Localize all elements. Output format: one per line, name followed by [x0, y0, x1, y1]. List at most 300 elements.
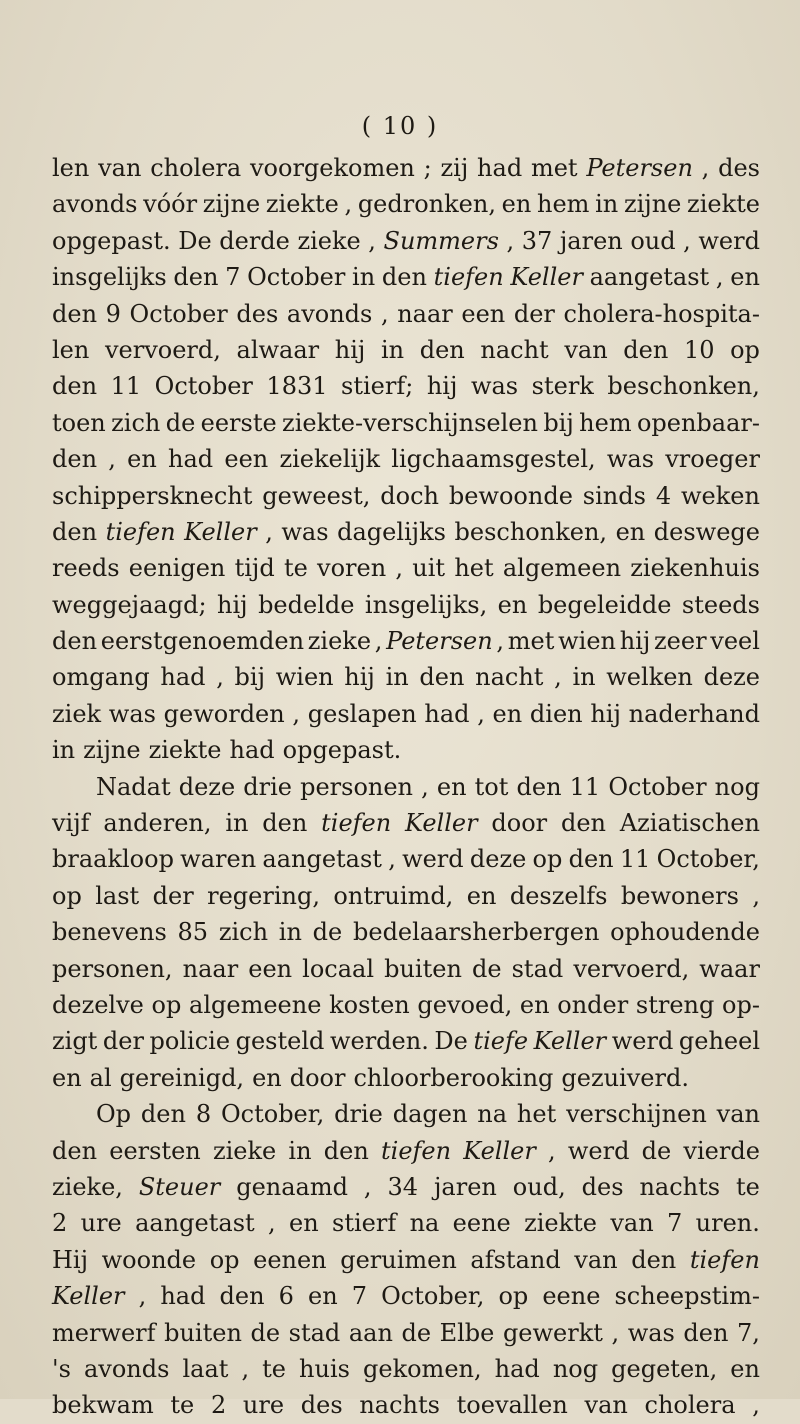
word: toen [52, 408, 106, 437]
word: avonds [286, 299, 373, 328]
word: deze [469, 845, 527, 874]
word: insgelijks, [364, 590, 488, 619]
word: ziekte-verschijnselen [282, 408, 538, 437]
word: weggejaagd; [52, 590, 207, 619]
word: de [165, 408, 196, 437]
word: in [288, 1136, 312, 1165]
text-line [52, 805, 760, 841]
word: , [611, 1318, 620, 1347]
word: len [52, 335, 90, 364]
word: zijne [83, 736, 141, 765]
word: October, [656, 845, 760, 874]
word: eersten [109, 1136, 201, 1165]
word: den [173, 263, 219, 292]
word: 9 [105, 299, 121, 328]
text-line [52, 623, 760, 659]
word: den [219, 1282, 265, 1311]
word: den [419, 335, 465, 364]
word: locaal [302, 954, 375, 983]
word: , [241, 1354, 250, 1383]
word: en [730, 263, 760, 292]
word: door [491, 809, 548, 838]
word: in [572, 663, 596, 692]
word: geweest, [262, 481, 371, 510]
word: den [52, 372, 98, 401]
italic-word: Keller [463, 1136, 536, 1165]
word: het [454, 554, 494, 583]
word: waren [180, 845, 257, 874]
word: schippersknecht [52, 481, 253, 510]
word: de [641, 1136, 672, 1165]
word: insgelijks [52, 263, 167, 292]
word: den [323, 1136, 369, 1165]
word: gegeten, [611, 1354, 718, 1383]
word: een [248, 954, 293, 983]
word: 7, [737, 1318, 760, 1347]
italic-word: tiefen [105, 517, 176, 546]
word: gevoed, [417, 990, 513, 1019]
word: op [730, 335, 760, 364]
word: bekwam [52, 1391, 154, 1420]
word: geworden [163, 699, 285, 728]
word: op [498, 1282, 529, 1311]
word: weken [680, 481, 760, 510]
word: 11 [110, 372, 142, 401]
word: beschonken, [454, 517, 608, 546]
word: een [461, 299, 506, 328]
word: October [129, 299, 228, 328]
word: hij [344, 663, 375, 692]
word: omgang [52, 663, 150, 692]
word: op [52, 881, 82, 910]
word: 37 [521, 226, 553, 255]
word: Op [96, 1100, 132, 1129]
word: woonde [101, 1245, 197, 1274]
word: October, [220, 1100, 325, 1129]
word: deszelfs [509, 881, 608, 910]
word: nachts [359, 1391, 440, 1420]
word: drie [243, 772, 292, 801]
italic-word: tiefen [689, 1245, 760, 1274]
word: op [209, 1245, 240, 1274]
word: tijd [234, 554, 275, 583]
word: , [363, 1172, 372, 1201]
word: opgepast. [52, 226, 171, 255]
word: den [560, 809, 606, 838]
word: ziekelijk [279, 445, 381, 474]
word: en [730, 1354, 760, 1383]
word: cholera [644, 1391, 736, 1420]
word: , [265, 517, 273, 546]
word: dezelve [52, 990, 144, 1019]
word: streng [635, 990, 715, 1019]
text-line [52, 951, 760, 987]
word: , [548, 1136, 556, 1165]
word: eene [452, 1209, 511, 1238]
word: naar [397, 299, 453, 328]
word: en [615, 517, 646, 546]
word: deswege [653, 517, 760, 546]
word: ziek [52, 699, 102, 728]
word: 11 [569, 772, 601, 801]
word: begeleidde [537, 590, 672, 619]
word: en [52, 1063, 82, 1092]
word: eenigen [128, 554, 226, 583]
word: October, [381, 1282, 485, 1311]
word: in [595, 190, 619, 219]
italic-word: Petersen [386, 627, 493, 656]
word: , [374, 627, 383, 656]
word: anderen, [103, 809, 212, 838]
word: derde [219, 226, 290, 255]
word: 2 [210, 1391, 227, 1420]
word: den [262, 809, 308, 838]
word: laat [182, 1354, 229, 1383]
word: October [154, 372, 253, 401]
word: den [381, 263, 427, 292]
italic-word: tiefen [433, 263, 504, 292]
word: hij [619, 627, 651, 656]
text-line [52, 732, 760, 768]
word: en [308, 1282, 338, 1311]
word: in [52, 736, 76, 765]
word: den [52, 445, 98, 474]
word: tot [474, 772, 509, 801]
word: en [466, 881, 497, 910]
word: eerste [200, 408, 277, 437]
page-number: ( 10 ) [361, 112, 439, 140]
word: wien [558, 627, 616, 656]
word: en [127, 445, 157, 474]
word: gedronken, [357, 190, 496, 219]
word: had [424, 699, 470, 728]
word: geslapen [307, 699, 417, 728]
word: len [52, 154, 90, 182]
word: werd [611, 1027, 674, 1056]
word: eenen [253, 1245, 327, 1274]
word: den [52, 517, 98, 546]
word: en [252, 1063, 282, 1092]
word: hij [426, 372, 458, 401]
word: 7 [351, 1282, 368, 1311]
word: gezuiverd. [561, 1063, 689, 1092]
word: chloorberooking [353, 1063, 554, 1092]
word: ziekte [148, 736, 222, 765]
word: te [736, 1172, 760, 1201]
word: verschijnen [566, 1100, 707, 1129]
word: had [229, 736, 275, 765]
word: werden. [329, 1027, 429, 1056]
word: 85 [177, 918, 209, 947]
word: cholera [150, 154, 242, 182]
word: had [168, 445, 214, 474]
italic-word: tiefen [381, 1136, 452, 1165]
word: , [216, 663, 224, 692]
word: personen, [52, 954, 173, 983]
word: vervoerd, [573, 954, 690, 983]
word: hem [537, 190, 590, 219]
text-line [52, 1205, 760, 1241]
word: buiten [384, 954, 462, 983]
italic-word: Keller [533, 1027, 607, 1056]
word: bij [543, 408, 574, 437]
text-line [52, 550, 760, 586]
word: De [434, 1027, 468, 1056]
word: de [471, 954, 502, 983]
word: ophoudende [610, 918, 760, 947]
word: , [108, 445, 116, 474]
text-line [52, 1351, 760, 1387]
text-line [52, 1096, 760, 1132]
word: zieke [212, 1136, 277, 1165]
text-line [52, 1278, 760, 1314]
word: genaamd [236, 1172, 348, 1201]
word: en [492, 699, 523, 728]
word: uit [412, 554, 446, 583]
word: , [388, 845, 396, 874]
word: was [470, 372, 519, 401]
word: jaren [433, 1172, 497, 1201]
word: den [516, 772, 562, 801]
word: de [401, 1318, 432, 1347]
word: stad [288, 1318, 341, 1347]
text-line [52, 514, 760, 550]
word: nachts [639, 1172, 721, 1201]
word: een [224, 445, 269, 474]
word: geruimen [340, 1245, 457, 1274]
word: vroeger [665, 445, 760, 474]
word: en [497, 590, 528, 619]
word: vervoerd, [104, 335, 221, 364]
word: en [501, 190, 532, 219]
word: ligchaamsgestel, [391, 445, 596, 474]
text-line [52, 878, 760, 914]
word: ure [80, 1209, 122, 1238]
text-line [52, 150, 760, 186]
word: en [519, 990, 550, 1019]
text-line [52, 332, 760, 368]
word: naar [182, 954, 239, 983]
word: Elbe [439, 1318, 495, 1347]
word: last [95, 881, 140, 910]
word: welken [606, 663, 693, 692]
word: de [250, 1318, 281, 1347]
word: had [160, 663, 206, 692]
word: den [568, 845, 614, 874]
word: October [247, 263, 346, 292]
word: opgepast. [282, 736, 402, 765]
word: aangetast [135, 1209, 255, 1238]
word: reeds [52, 554, 120, 583]
word: vóór [143, 190, 198, 219]
word: wien [275, 663, 334, 692]
word: 2 [52, 1209, 68, 1238]
word: , [268, 1209, 276, 1238]
word: 11 [619, 845, 651, 874]
word: al [89, 1063, 112, 1092]
word: van [98, 154, 142, 182]
word: merwerf [52, 1318, 156, 1347]
word: den [52, 1136, 98, 1165]
word: geheel [678, 1027, 760, 1056]
word: eene [542, 1282, 601, 1311]
word: van [564, 335, 608, 364]
word: , [292, 699, 301, 728]
word: deze [178, 772, 236, 801]
word: Hij [52, 1245, 89, 1274]
word: dagen [392, 1100, 468, 1129]
word: hij [217, 590, 248, 619]
word: en [436, 772, 467, 801]
word: regering, [207, 881, 320, 910]
word: veel [710, 627, 760, 656]
word: der [102, 1027, 144, 1056]
word: 7 [667, 1209, 683, 1238]
word: ziekte [265, 190, 339, 219]
word: alwaar [236, 335, 320, 364]
word: den [419, 663, 465, 692]
word: algemeen [502, 554, 622, 583]
word: zijne [623, 190, 682, 219]
word: te [262, 1354, 286, 1383]
word: zich [218, 918, 269, 947]
word: te [170, 1391, 195, 1420]
word: zieke [297, 226, 361, 255]
word: 's [52, 1354, 71, 1383]
word: dagelijks [337, 517, 446, 546]
text-line [52, 769, 760, 805]
word: der [513, 299, 555, 328]
italic-word: tiefe [473, 1027, 529, 1056]
word: nacht [475, 663, 544, 692]
word: zeer [654, 627, 707, 656]
text-line [52, 696, 760, 732]
text-line [52, 587, 760, 623]
word: , [701, 154, 710, 182]
word: beschonken, [607, 372, 760, 401]
word: zijne [202, 190, 261, 219]
italic-word: Summers [383, 226, 499, 255]
italic-word: Keller [52, 1282, 125, 1311]
word: doch [380, 481, 439, 510]
word: cholera-hospita- [563, 299, 760, 328]
word: des [300, 1391, 343, 1420]
text-line [52, 1315, 760, 1351]
word: , [395, 554, 404, 583]
word: 34 [387, 1172, 419, 1201]
word: , [344, 190, 353, 219]
word: des [581, 1172, 624, 1201]
word: 6 [278, 1282, 294, 1311]
word: vierde [683, 1136, 760, 1165]
word: nacht [480, 335, 549, 364]
word: hij [334, 335, 366, 364]
word: kosten [329, 990, 410, 1019]
word: eerstgenoemden [100, 627, 305, 656]
word: te [283, 554, 308, 583]
word: , [752, 1391, 760, 1420]
text-line [52, 478, 760, 514]
word: afstand [470, 1245, 561, 1274]
italic-word: tiefen [321, 809, 392, 838]
word: was [627, 1318, 675, 1347]
word: 10 [683, 335, 715, 364]
text-line [52, 223, 760, 259]
word: onder [557, 990, 629, 1019]
word: oud [630, 226, 676, 255]
word: zij [440, 154, 469, 182]
word: 7 [225, 263, 241, 292]
word: den [52, 627, 98, 656]
word: steeds [681, 590, 760, 619]
word: gekomen, [363, 1354, 482, 1383]
word: , [368, 226, 376, 255]
text-line [52, 914, 760, 950]
word: , [421, 772, 429, 801]
word: benevens [52, 918, 167, 947]
word: waar [699, 954, 760, 983]
word: was [108, 699, 156, 728]
italic-word: Keller [510, 263, 583, 292]
word: stad [511, 954, 564, 983]
word: sterk [531, 372, 594, 401]
text-line [52, 259, 760, 295]
word: had [477, 154, 523, 182]
word: na [409, 1209, 440, 1238]
word: gewerkt [502, 1318, 603, 1347]
word: , [683, 226, 691, 255]
text-line [52, 405, 760, 441]
word: vijf [52, 809, 90, 838]
word: zieke, [52, 1172, 123, 1201]
word: had [160, 1282, 206, 1311]
word: op- [722, 990, 760, 1019]
word: nog [552, 1354, 599, 1383]
text-line [52, 841, 760, 877]
word: ontruimd, [333, 881, 454, 910]
text-line [52, 987, 760, 1023]
word: den [140, 1100, 186, 1129]
word: den [52, 299, 98, 328]
word: , [496, 627, 505, 656]
word: ure [242, 1391, 285, 1420]
word: hem [579, 408, 632, 437]
word: werd [698, 226, 760, 255]
text-line [52, 1023, 760, 1059]
word: in [385, 663, 409, 692]
word: bewoonde [448, 481, 573, 510]
word: op [151, 990, 182, 1019]
word: en [289, 1209, 319, 1238]
word: nog [714, 772, 760, 801]
text-line [52, 368, 760, 404]
text-line [52, 1242, 760, 1278]
word: in [225, 809, 249, 838]
word: was [281, 517, 329, 546]
word: hij [590, 699, 621, 728]
word: 8 [195, 1100, 212, 1129]
word: avonds [52, 190, 138, 219]
word: bij [234, 663, 266, 692]
italic-word: Keller [184, 517, 257, 546]
word: was [606, 445, 655, 474]
word: openbaar- [636, 408, 760, 437]
word: bewoners [620, 881, 739, 910]
word: na [477, 1100, 508, 1129]
word: ziekte [524, 1209, 598, 1238]
word: ; [423, 154, 432, 182]
word: buiten [164, 1318, 242, 1347]
